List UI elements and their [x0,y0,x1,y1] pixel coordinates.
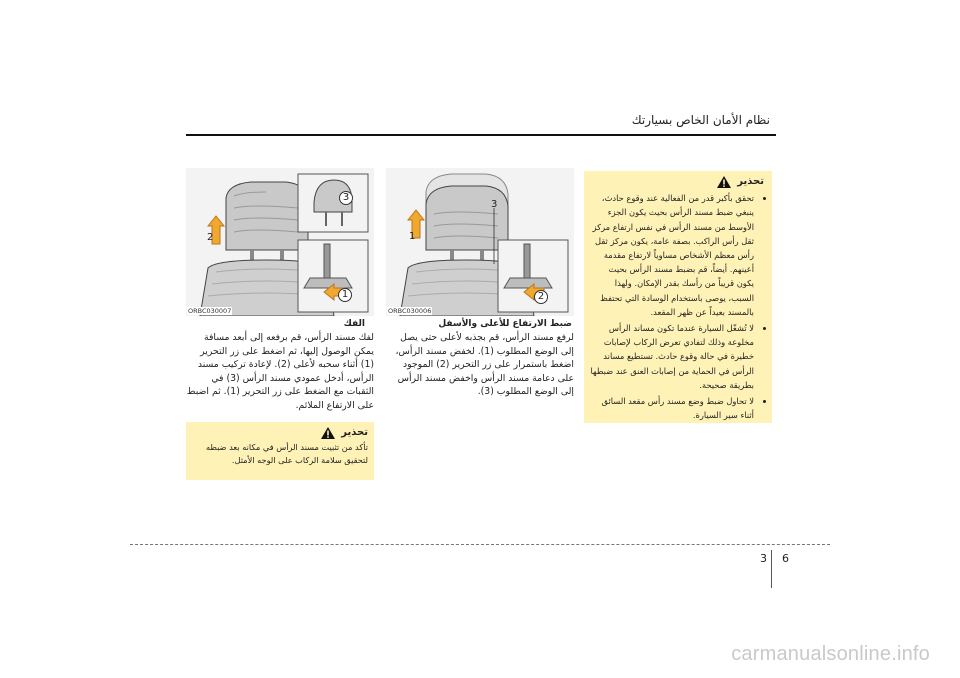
section-paragraph-height: لرفع مسند الرأس، قم بجذبه لأعلى حتى يصل إلى الوضع المطلوب (1). لخفض مسند الرأس، اضغط باستمرار على زر التحرير (2) الموجود على دعامة مسند الرأس واخفض مسند الرأس إلى الوضع المطلوب (3). [395,332,574,398]
watermark: carmanualsonline.info [731,643,930,665]
section-number: 3 [760,552,767,565]
section-paragraph-removal: لفك مسند الرأس، قم برفعه إلى أبعد مسافة يمكن الوصول إليها، ثم اضغط على زر التحرير (1) أثناء سحبه لأعلى (2). لإعادة تركيب مسند الرأس، أدخل عمودي مسند الرأس (3) في الثقبات مع الضغط على زر التحرير (1). ثم اضبط على الارتفاع الملائم. [186,332,374,411]
warning-header [590,175,764,189]
callout-number: 1 [409,231,416,242]
warning-box-right [584,171,772,423]
section-title-height: ضبط الارتفاع للأعلى والأسفل [438,319,572,329]
header-rule [186,134,776,136]
warning-item: • تحقق بأكبر قدر من الفعالية عند وقوع حادث، ينبغي ضبط مسند الرأس بحيث يكون الجزء الأوسط من مسند الرأس في نفس ارتفاع مركز ثقل رأس الراكب. بصفة عامة، يكون مركز ثقل رأس معظم الأشخاص مساوياً لارتفاع مقدمة أعينهم. أيضاً، قم بضبط مسند الرأس بحيث يكون قريباً من رأسك بقدر الإمكان. ولهذا السبب، يوصى باستخدام الوسادة التي تحتفظ بالمسند بعيداً عن ظهر المقعد. [590,191,754,319]
warning-label: تحذير [341,427,368,438]
callout-number: 2 [207,232,214,243]
warning-box-left [186,422,374,480]
warning-triangle-icon [321,427,335,439]
warning-header [192,426,368,439]
warning-triangle-icon [717,176,731,188]
footer-divider [130,544,830,545]
warning-text: تأكد من تثبيت مسند الرأس في مكانه بعد ضبطه لتحقيق سلامة الركاب على الوجه الأمثل. [205,442,368,465]
warning-item: • لا تحاول ضبط وضع مسند رأس مقعد السائق أثناء سير السيارة. [590,394,754,422]
callout-number: 2 [534,290,548,304]
figure-code: ORBC030006 [388,307,432,315]
callout-number: 3 [339,191,353,205]
page-header-title: نظام الأمان الخاص بسيارتك [631,113,770,127]
callout-number: 3 [491,199,498,210]
figure-headrest-height [386,168,574,316]
figure-headrest-removal [186,168,374,316]
section-title-removal: الفك [343,319,365,329]
warning-item: • لا تُشغّل السيارة عندما تكون مساند الرأس مخلوعة وذلك لتفادي تعرض الركاب لإصابات خطيرة في حالة وقوع حادث. تستطيع مساند الرأس في الحماية من إصابات العنق عند ضبطها بطريقة صحيحة. [590,321,754,392]
page-number: 6 [782,552,789,565]
footer-separator [771,550,772,588]
warning-label: تحذير [737,176,764,187]
warning-list [590,191,764,422]
callout-number: 1 [338,288,352,302]
figure-code: ORBC030007 [188,307,232,315]
